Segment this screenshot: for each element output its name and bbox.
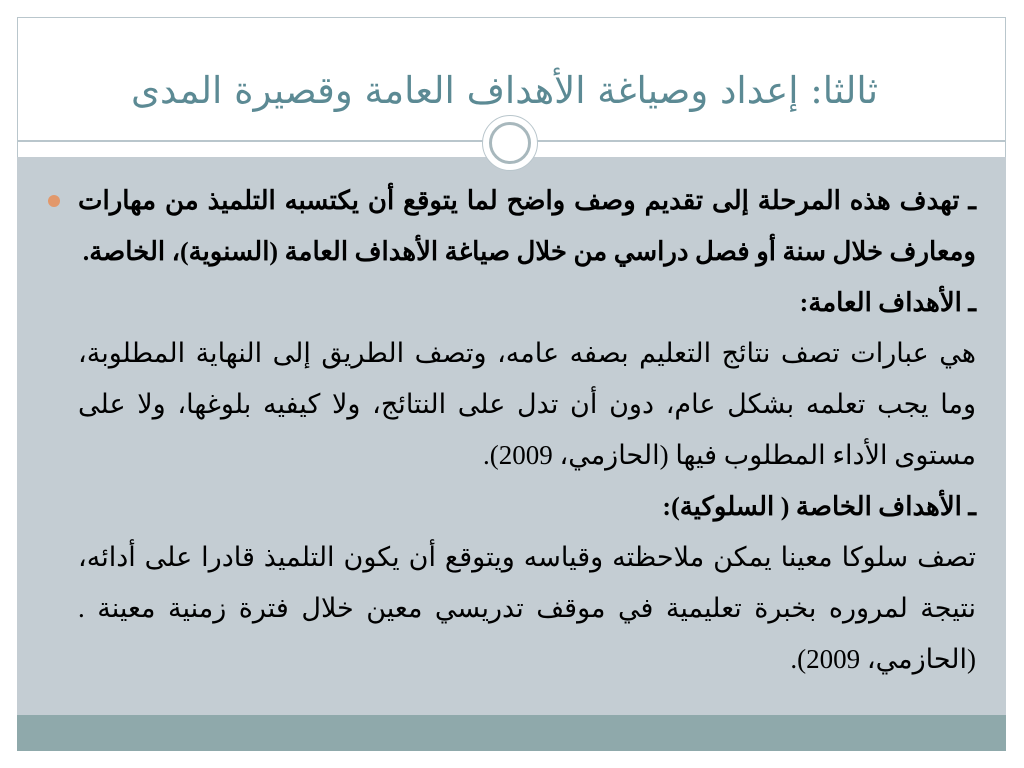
slide-title: ثالثا: إعداد وصياغة الأهداف العامة وقصيرة المدى <box>131 69 878 112</box>
heading-specific-goals: ـ الأهداف الخاصة ( السلوكية): <box>662 492 976 521</box>
paragraph-general-goals: هي عبارات تصف نتائج التعليم بصفه عامه، وتصف الطريق إلى النهاية المطلوبة، وما يجب تعلمه بشكل عام، دون أن تدل على النتائج، ولا كيفيه بلوغها، ولا على مستوى الأداء المطلوب فيها (الحازمي، 2009). <box>78 338 976 470</box>
bullet-icon <box>48 195 60 207</box>
slide-body <box>78 175 976 685</box>
inner-ring <box>489 122 531 164</box>
paragraph-intro: ـ تهدف هذه المرحلة إلى تقديم وصف واضح لما يتوقع أن يكتسبه التلميذ من مهارات ومعارف خلال سنة أو فصل دراسي من خلال صياغة الأهداف العامة (السنوية)، الخاصة. <box>78 186 976 266</box>
bottom-bar <box>17 715 1006 751</box>
paragraph-specific-goals: تصف سلوكا معينا يمكن ملاحظته وقياسه ويتوقع أن يكون التلميذ قادرا على أدائه، نتيجة لمروره بخبرة تعليمية في موقف تدريسي معين خلال فترة زمنية معينة . (الحازمي، 2009). <box>78 542 976 674</box>
divider-circle-ornament <box>482 115 538 171</box>
heading-general-goals: ـ الأهداف العامة: <box>799 288 976 317</box>
